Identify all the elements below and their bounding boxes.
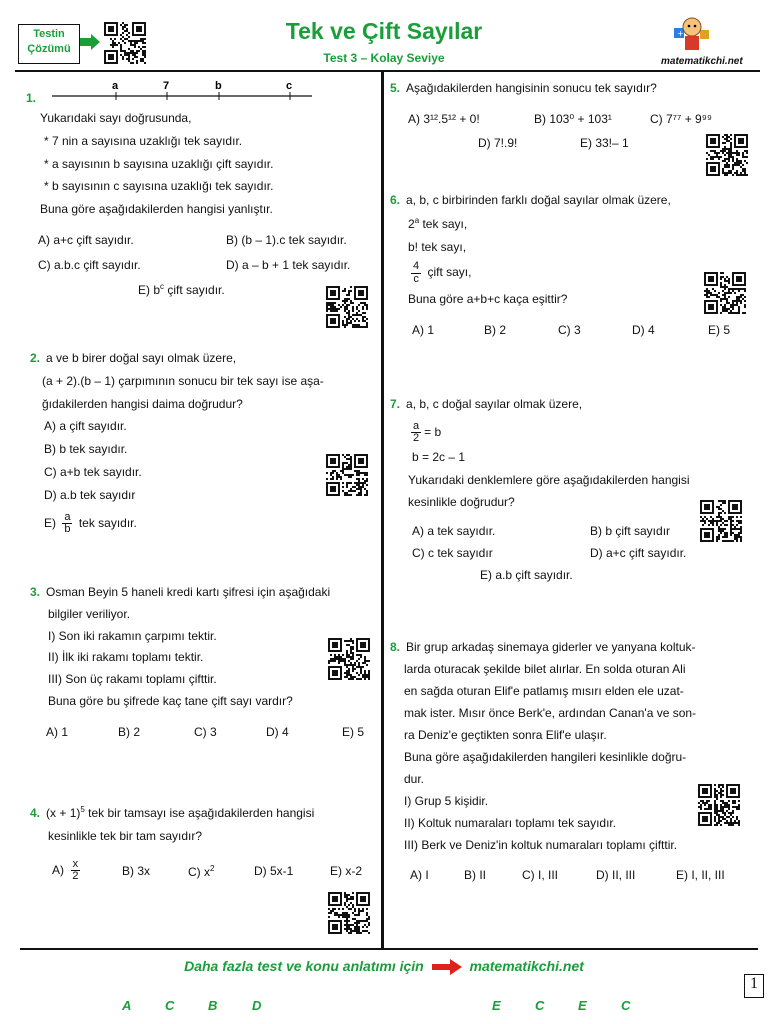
option-c[interactable]: C) 7⁷⁷ + 9⁹⁹: [650, 111, 712, 126]
option-a[interactable]: A) 3¹².5¹² + 0!: [408, 111, 480, 126]
page-title: Tek ve Çift Sayılar: [285, 18, 483, 44]
question-number: 8.: [390, 640, 401, 654]
arrow-right-icon: [432, 959, 462, 975]
q6-text: tek sayı,: [419, 216, 468, 231]
q6-text: 2: [408, 216, 415, 231]
q8-line: mak ister. Mısır önce Berk'e, ardından Canan'a ve son-: [404, 706, 697, 720]
option-e[interactable]: E) 33!– 1: [580, 135, 629, 150]
option-b[interactable]: B) b tek sayıdır.: [44, 442, 128, 457]
nl-label-7: 7: [163, 80, 170, 92]
option-a[interactable]: A) I: [410, 868, 429, 882]
q7-text: = b: [424, 425, 442, 440]
answer-key-2: C: [165, 998, 175, 1013]
question-5: [390, 80, 760, 155]
q7-line: a, b, c doğal sayılar olmak üzere,: [406, 397, 583, 411]
column-divider: [381, 72, 384, 950]
footer-text: Daha fazla test ve konu anlatımı için: [184, 958, 424, 974]
option-d[interactable]: D) 4: [632, 323, 655, 338]
option-a[interactable]: A) a çift sayıdır.: [44, 419, 127, 434]
q4-line: tek bir tamsayı ise aşağıdakilerden hangisi: [84, 806, 315, 820]
q2-line: ğıdakilerden hangisi daima doğrudur?: [42, 396, 243, 411]
q7-equation: b = 2c – 1: [412, 449, 466, 464]
solution-label-2: Çözümü: [27, 42, 71, 55]
q2-line: a ve b birer doğal sayı olmak üzere,: [46, 351, 237, 365]
nl-label-a: a: [112, 80, 119, 92]
option-e-sup: c: [160, 282, 165, 291]
option-c[interactable]: C) c tek sayıdır: [412, 546, 493, 561]
question-number: 4.: [30, 806, 41, 820]
answer-key-6: C: [535, 998, 545, 1013]
question-3: [30, 584, 378, 744]
option-a[interactable]: A) a+c çift sayıdır.: [38, 233, 134, 247]
option-c-sup: 2: [210, 863, 215, 873]
footer-promo: [0, 958, 768, 975]
q8-line: II) Koltuk numaraları toplamı tek sayıdır.: [404, 816, 617, 830]
fraction: [411, 421, 421, 445]
option-d[interactable]: D) a – b + 1 tek sayıdır.: [226, 258, 351, 272]
option-b[interactable]: B) 3x: [122, 863, 151, 878]
option-e-text: E) b: [138, 283, 161, 297]
question-number: 5.: [390, 81, 401, 95]
q6-line: a, b, c birbirinden farklı doğal sayılar olmak üzere,: [406, 193, 671, 207]
q3-line: Osman Beyin 5 haneli kredi kartı şifresi için aşağıdaki: [46, 585, 331, 599]
fraction-numerator: 4: [413, 260, 420, 273]
option-e[interactable]: E) I, II, III: [676, 868, 725, 882]
fraction: [411, 261, 421, 285]
answer-key-8: C: [621, 998, 631, 1013]
option-b[interactable]: B) 103⁰ + 103¹: [534, 111, 612, 126]
option-e[interactable]: [138, 281, 225, 299]
option-c[interactable]: C) a.b.c çift sayıdır.: [38, 258, 141, 272]
option-b[interactable]: B) 2: [118, 724, 141, 739]
q6-text: çift sayı,: [424, 265, 472, 280]
q8-line: dur.: [404, 772, 425, 786]
question-number: 7.: [390, 397, 401, 411]
q3-line: bilgiler veriliyor.: [48, 606, 131, 621]
option-c[interactable]: C) 3: [194, 724, 217, 739]
option-c[interactable]: C) I, III: [522, 868, 558, 882]
option-e[interactable]: [44, 512, 375, 536]
option-d[interactable]: D) a+c çift sayıdır.: [590, 546, 687, 561]
q8-line: Buna göre aşağıdakilerden hangileri kesinlikle doğru-: [404, 750, 687, 764]
q6-line: [408, 215, 760, 233]
option-e[interactable]: E) x-2: [330, 863, 363, 878]
q4-exponent: 5: [80, 805, 85, 814]
option-b[interactable]: B) (b – 1).c tek sayıdır.: [226, 233, 347, 247]
fraction-denominator: 2: [72, 870, 79, 883]
q8-line: III) Berk ve Deniz'in koltuk numaraları toplamı çifttir.: [404, 838, 678, 852]
footer-link[interactable]: matematikchi.net: [469, 958, 584, 974]
qr-code-icon[interactable]: [328, 638, 370, 680]
question-7: [390, 396, 760, 587]
option-d[interactable]: D) a.b tek sayıdır: [44, 487, 136, 502]
fraction-denominator: b: [64, 523, 71, 536]
svg-text:+: +: [677, 29, 684, 38]
q8-line: ra Deniz'e geçtikten sonra Elif'e ulaşır.: [404, 728, 607, 742]
option-a[interactable]: A) 1: [412, 323, 435, 338]
qr-code-icon[interactable]: [704, 272, 746, 314]
option-e-text: E): [44, 515, 56, 530]
site-name: matematikchi.net: [661, 56, 743, 67]
header-rule: [15, 70, 760, 72]
q7-line: kesinlikle doğrudur?: [408, 495, 515, 510]
q1-line: * a sayısının b sayısına uzaklığı çift sayıdır.: [44, 156, 274, 171]
option-a[interactable]: A) a tek sayıdır.: [412, 524, 496, 539]
q3-line: III) Son üç rakamı toplamı çifttir.: [48, 672, 217, 687]
answer-key-3: B: [208, 998, 218, 1013]
fraction-numerator: x: [72, 857, 79, 870]
option-b[interactable]: B) II: [464, 868, 487, 882]
question-4: [30, 804, 375, 885]
qr-code-icon[interactable]: [706, 134, 748, 176]
option-e-text: tek sayıdır.: [78, 515, 137, 530]
option-e[interactable]: E) 5: [342, 724, 365, 739]
option-a[interactable]: A) 1: [46, 724, 69, 739]
q3-line: Buna göre bu şifrede kaç tane çift sayı vardır?: [48, 693, 293, 708]
question-number: 6.: [390, 193, 401, 207]
site-logo: [672, 14, 712, 54]
fraction-numerator: a: [64, 510, 71, 523]
q4-expression: (x + 1): [46, 806, 81, 820]
nl-label-c: c: [286, 80, 293, 92]
qr-code-icon[interactable]: [326, 286, 368, 328]
qr-code-icon[interactable]: [328, 892, 370, 934]
question-number: 2.: [30, 351, 41, 365]
q1-line: * 7 nin a sayısına uzaklığı tek sayıdır.: [44, 133, 243, 148]
fraction-numerator: a: [413, 419, 420, 432]
fraction: [62, 512, 72, 536]
q7-line: Yukarıdaki denklemlere göre aşağıdakilerden hangisi: [408, 472, 690, 487]
question-number: 1.: [26, 91, 37, 105]
qr-code-icon[interactable]: [326, 454, 368, 496]
solution-label-1: Testin: [33, 28, 65, 40]
footer-rule: [20, 948, 758, 950]
q6-sup: a: [414, 215, 420, 225]
fraction: [70, 859, 80, 883]
nl-label-b: b: [215, 80, 222, 92]
q4-line: kesinlikle tek bir tam sayıdır?: [48, 828, 203, 843]
option-e[interactable]: E) a.b çift sayıdır.: [480, 568, 573, 583]
option-c[interactable]: [188, 863, 214, 881]
question-2: [30, 350, 375, 536]
q6-line: Buna göre a+b+c kaça eşittir?: [408, 292, 568, 307]
answer-key-1: A: [122, 998, 132, 1013]
q8-line: Bir grup arkadaş sinemaya giderler ve yanyana koltuk-: [406, 640, 696, 654]
q1-line: Buna göre aşağıdakilerden hangisi yanlıştır.: [40, 202, 273, 217]
option-a-text: A): [52, 862, 64, 877]
q5-line: Aşağıdakilerden hangisinin sonucu tek sayıdır?: [406, 81, 657, 95]
fraction-denominator: c: [413, 272, 419, 285]
question-6: [390, 192, 760, 342]
option-a[interactable]: [52, 859, 83, 883]
option-e-text: çift sayıdır.: [164, 283, 225, 297]
option-b[interactable]: B) b çift sayıdır: [590, 524, 671, 539]
q2-line: (a + 2).(b – 1) çarpımının sonucu bir tek sayı ise aşa-: [42, 373, 324, 388]
option-d[interactable]: D) 7!.9!: [478, 135, 518, 150]
q1-line: * b sayısının c sayısına uzaklığı tek sayıdır.: [44, 179, 274, 194]
q8-line: I) Grup 5 kişidir.: [404, 794, 489, 808]
answer-key-7: E: [578, 998, 587, 1013]
option-d[interactable]: D) II, III: [596, 868, 636, 882]
q3-line: II) İlk iki rakamı toplamı tektir.: [48, 650, 204, 665]
question-8: [390, 638, 760, 886]
qr-code-icon[interactable]: [700, 500, 742, 542]
question-number: 3.: [30, 585, 41, 599]
q8-line: larda oturacak şekilde bilet alırlar. En solda oturan Ali: [404, 662, 686, 676]
option-c[interactable]: C) a+b tek sayıdır.: [44, 464, 142, 479]
q6-line: b! tek sayı,: [408, 239, 467, 254]
option-b[interactable]: B) 2: [484, 323, 507, 338]
mascot-icon: [672, 14, 712, 54]
number-line: [52, 76, 322, 102]
q1-line: Yukarıdaki sayı doğrusunda,: [40, 111, 192, 125]
q7-equation: [408, 421, 760, 445]
option-c-text: C) x: [188, 864, 210, 879]
page-number: 1: [744, 974, 764, 998]
q3-line: I) Son iki rakamın çarpımı tektir.: [48, 628, 217, 643]
answer-key-4: D: [252, 998, 262, 1013]
option-e[interactable]: E) 5: [708, 323, 731, 338]
q8-line: en sağda oturan Elif'e patlamış mısırı elden ele uzat-: [404, 684, 684, 698]
option-d[interactable]: D) 4: [266, 724, 289, 739]
answer-key-5: E: [492, 998, 501, 1013]
qr-code-icon[interactable]: [698, 784, 740, 826]
option-d[interactable]: D) 5x-1: [254, 863, 294, 878]
option-c[interactable]: C) 3: [558, 323, 581, 338]
fraction-denominator: 2: [413, 432, 420, 445]
page-subtitle: Test 3 – Kolay Seviye: [323, 51, 445, 65]
